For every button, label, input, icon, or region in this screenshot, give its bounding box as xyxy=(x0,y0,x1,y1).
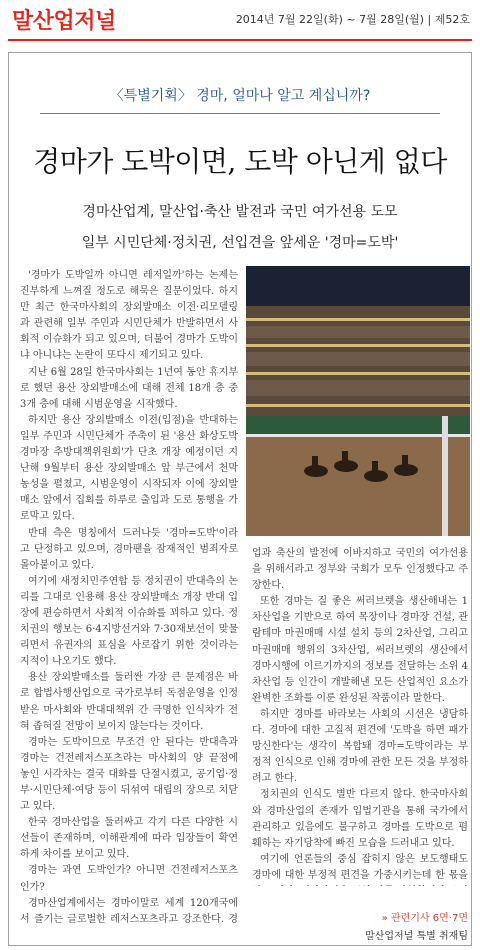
masthead-rule xyxy=(8,39,472,41)
subhead-2: 일부 시민단체·정치권, 선입견을 앞세운 '경마=도박' xyxy=(81,235,399,251)
racecourse-night-photo xyxy=(246,266,470,536)
body-column-left xyxy=(20,268,238,926)
paragraph: 여기에 새정치민주연합 등 정치권이 반대측의 논리를 그대로 인용해 용산 장외발매소 개장 반대 입장에 편승하면서 사회적 이슈화를 꾀하고 있다. 정치권의 행보는 6·4지방선거와 7·30재보선이 맞물리면서 유권자의 표심을 사로잡기 위한 것이라는 지적이 나오기도 했다. xyxy=(20,575,238,668)
finish-post xyxy=(442,416,448,536)
paragraph: 업과 축산의 발전에 이바지하고 국민의 여가선용을 위해서라고 정부와 국회가 모두 인정했다고 주장한다. xyxy=(252,548,468,592)
body-column-right xyxy=(252,546,468,886)
newspaper-logo: 말산업저널 xyxy=(12,9,116,34)
track-rail xyxy=(246,434,470,437)
paragraph: 지난 6월 28일 한국마사회는 1년여 동안 휴지부로 했던 용산 장외발매소에 대해 전체 18개 층 중 3개 층에 대해 시범운영을 시작했다. xyxy=(20,366,238,410)
paragraph: 또한 경마는 질 좋은 써러브렛을 생산해내는 1차산업을 기반으로 하여 목장이나 경마장 건설, 관람테마 마권매매 시설 설치 등의 2차산업, 그리고 마권매매 행위의 3차산업, 써러브렛의 생산에서 경마시행에 이르기까지의 정보를 전달하는 소위 4차산업 등 인간이 개발해낸 모든 산업적인 요소가 완벽한 조화를 이룬 완성된 작품이라 말한다. xyxy=(252,596,468,704)
photo-infield xyxy=(246,416,470,436)
byline-credit: 말산업저널 특별 취재팀 xyxy=(365,931,468,942)
paragraph: 경마산업계에서는 경마이말로 세계 120개국에서 즐기는 글로벌한 레저스포츠라고 강조한다. 경 xyxy=(20,897,238,925)
racecourse-illustration xyxy=(246,266,470,536)
paragraph: 정치권의 인식도 별반 다르지 않다. 한국마사회와 경마산업의 존재가 입법기관을 통해 국가에서 관리하고 있음에도 불구하고 경마를 도박으로 폄훼하는 자기당착에 빠진 모습을 드러내고 있다. xyxy=(252,789,468,849)
paragraph: 용산 장외발매소를 둘러싼 가장 큰 문제점은 바로 합법사행산업으로 국가로부터 독점운영을 인정받은 마사회와 반대대책위 간 극명한 인식차가 전혀 좁혀질 전망이 보이지 않는다는 것이다. xyxy=(20,672,238,732)
paragraph: 반대 측은 명칭에서 드러나듯 '경마=도박'이라고 단정하고 있으며, 경마팬을 잠재적인 범죄자로 몰아붙이고 있다. xyxy=(20,527,238,571)
kicker-divider xyxy=(40,113,440,114)
article-kicker: 〈특별기획〉 경마, 얼마나 알고 계십니까? xyxy=(109,88,371,104)
paragraph: 한국 경마산업을 둘러싸고 각기 다른 다양한 시선들이 존재하며, 이해관계에 따라 입장들이 확연하게 차이를 보이고 있다. xyxy=(20,817,238,861)
paragraph: 여기에 언론들의 중심 잡히지 않은 보도행태도 경마에 대한 부정적 편견을 가중시키는데 한 몫을 xyxy=(252,853,468,881)
paragraph: '경마가 도박일까 아니면 레저일까'하는 논제는 진부하게 느껴질 정도로 해묵은 질문이었다. 하지만 최근 한국마사회의 장외발매소 이전·리모델링과 관련해 일부 주민과 시민단체가 반발하면서 사회적 이슈화가 되고 있으며, 더불어 경마가 도박이냐 아니냐는 논란이 또다시 제기되고 있다. xyxy=(20,270,238,362)
issue-info: 2014년 7월 22일(화) ~ 7월 28일(월) | 제52호 xyxy=(235,13,470,26)
photo-track xyxy=(246,436,470,536)
stand-tiers xyxy=(246,326,470,396)
related-articles-link[interactable]: » 관련기사 6면·7면 xyxy=(381,913,468,924)
paragraph: 하지만 경마를 바라보는 사회의 시선은 냉담하다. 경마에 대한 고질적 편견에 '도박을 하면 패가망신한다'는 생각이 복합돼 경마=도박이라는 부정적 인식으로 인해 경마에 관한 모든 것을 부정하려고 한다. xyxy=(252,708,468,785)
masthead xyxy=(0,0,480,40)
paragraph: 하지만 용산 장외발매소 이전(입점)을 반대하는 일부 주민과 시민단체가 주축이 된 '용산 화상도박경마장 추방대책위원회'가 단초 개장 예정이던 지난해 9월부터 용산 장외발매소 앞 부근에서 천막농성을 펼쳤고, 시범운영이 시작되자 이에 장외발매소 앞에서 집회를 하루로 출입과 도로 통행을 가로막고 있다. xyxy=(20,414,238,523)
paragraph: 경마는 과연 도박인가? 아니면 건전레저스포츠인가? xyxy=(20,865,238,893)
paragraph: 경마는 도박이므로 무조건 안 된다는 반대측과 경마는 건전레저스포츠라는 마사회의 양 끝점에 놓인 시각차는 결국 대화를 단절시켰고, 공기업·정부·시민단체·여당 등이 뒤섞여 대립의 장으로 치닫고 있다. xyxy=(20,736,238,813)
subhead-1: 경마산업계, 말산업·축산 발전과 국민 여가선용 도모 xyxy=(82,204,398,220)
article-headline: 경마가 도박이면, 도박 아닌게 없다 xyxy=(33,145,447,178)
